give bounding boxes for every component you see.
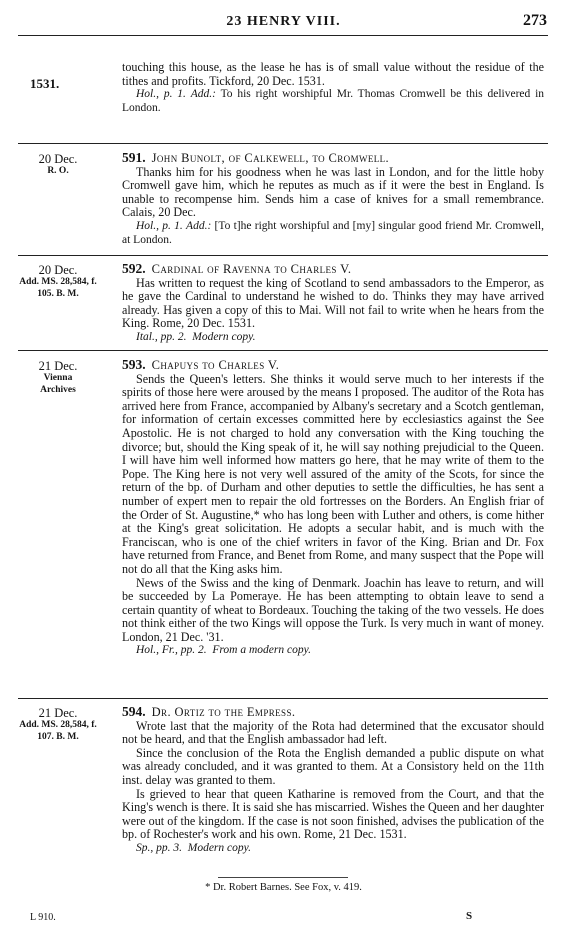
entry-592-meta: Ital., pp. 2. Modern copy.: [136, 330, 256, 343]
entry-divider: [18, 143, 548, 144]
entry-593-body-continued: News of the Swiss and the king of Denmark. Joachin has leave to return, and will be succeeded by La Pomeraye. He has been attempting to obtain leave to send a certain quantity of wheat to Bordeaux. Touching the taking of the two vessels. He does not think either of the two Kings will oppose the Turk. Is very much in want of money. London, 21 Dec. '31.: [122, 575, 544, 644]
entry-592-heading: 592. Cardinal of Ravenna to Charles V.: [122, 261, 352, 276]
entry-594-body-continued: Since the conclusion of the Rota the English demanded a public dispute on what was already concluded, and it was granted to them. At a Consistory held on the 11th inst. delay was granted to them.: [122, 745, 544, 787]
entry-594-body-final: Is grieved to hear that queen Katharine is removed from the Court, and that the King's wench is there. It is said she has miscarried. Wishes the Queen and her daughter were out of the kingdom. If the case is not soon finished, advises the publication of the bp. of Rochester's work and his own. Rome, 21 Dec. 1531.: [122, 786, 544, 842]
entry-divider: [18, 255, 548, 256]
signature-mark-left: L 910.: [30, 912, 56, 923]
entry-591-meta: Hol., p. 1. Add.: [To t]he right worshipful and [my] singular good friend Mr. Cromwell, at London.: [122, 219, 545, 246]
entry-594-margin: 21 Dec. Add. MS. 28,584, f. 107. B. M.: [19, 706, 97, 742]
continuation-meta: Hol., p. 1. Add.: To his right worshipful Mr. Thomas Cromwell be this delivered in London.: [122, 88, 545, 114]
entry-divider: [18, 698, 548, 699]
entry-592: [122, 262, 544, 345]
entry-divider: [18, 350, 548, 351]
entry-593-heading: 593. Chapuys to Charles V.: [122, 357, 280, 372]
entry-591-body: Thanks him for his goodness when he was last in London, and for the little hoby Cromwell gave him, which he reputes as much as if it were the best in England. Is unable to recompense him. Sends him a case of knives for a small remembrance. Calais, 20 Dec.: [122, 164, 544, 220]
entry-592-body: Has written to request the king of Scotland to send ambassadors to the Emperor, as he gave the Cardinal to understand he wished to do. Thinks they may have arrived already. Has given a copy of this to Mai. Will not fail to write when he hears from the King. Rome, 20 Dec. 1531.: [122, 275, 544, 331]
footnote-rule: [218, 877, 348, 878]
year-marker: 1531.: [30, 76, 60, 91]
header-rule: [18, 35, 548, 36]
signature-mark-right: S: [466, 910, 473, 922]
continuation-text: touching this house, as the lease he has is of small value without the residue of the tithes and profits. Tickford, 20 Dec. 1531.: [122, 60, 544, 88]
page-number: 273: [523, 12, 547, 29]
entry-593-margin: 21 Dec. Vienna Archives: [38, 359, 78, 395]
entry-591: [122, 151, 544, 247]
footnote: * Dr. Robert Barnes. See Fox, v. 419.: [205, 882, 362, 893]
entry-593: [122, 358, 544, 658]
entry-594: [122, 705, 544, 856]
entry-591-heading: 591. John Bunolt, of Calkewell, to Cromwell.: [122, 150, 390, 165]
entry-592-margin: 20 Dec. Add. MS. 28,584, f. 105. B. M.: [19, 263, 97, 299]
entry-593-meta: Hol., Fr., pp. 2. From a modern copy.: [136, 644, 311, 657]
entry-594-body: Wrote last that the majority of the Rota had determined that the excusator should not be heard, and that the English ambassador had left.: [122, 718, 544, 747]
entry-594-meta: Sp., pp. 3. Modern copy.: [136, 841, 251, 854]
entry-593-body: Sends the Queen's letters. She thinks it would serve much to her interests if the spirits of those here were aroused by the means I proposed. The auditor of the Rota has arrived here from France, accompanied by Albany's secretary and a Scotch gentleman, for information of certain excesses committed here by ecclesiastics against the See Apostolic. He is not charged to hold any conversation with the King touching the divorce; but, should the King speak of it, he will say nothing prejudicial to the Queen. I will have him well informed how matters go here, that he may write of them to the Pope. The King here is not very well assured of the amity of the Scots, for since the return of the bp. of Durham and other deputies to settle the difficulties, he has sent a number of expert men to repair the old fortresses on the Borders. An English friar of the Order of St. Augustine,* who has long been with Luther and others, is come hither at the King's great solicitation. He adopts a secular habit, and is much with the Franciscan, who is one of the chief writers in favor of the King. Brian and Dr. Fox have returned from France, and Benet from Rome, and many suspect that the Pope will not do all that the King asks him.: [122, 371, 544, 576]
running-header-title: 23 HENRY VIII.: [226, 14, 341, 29]
entry-591-margin: 20 Dec. R. O.: [38, 152, 78, 176]
entry-continuation: [122, 61, 544, 115]
entry-594-heading: 594. Dr. Ortiz to the Empress.: [122, 704, 296, 719]
